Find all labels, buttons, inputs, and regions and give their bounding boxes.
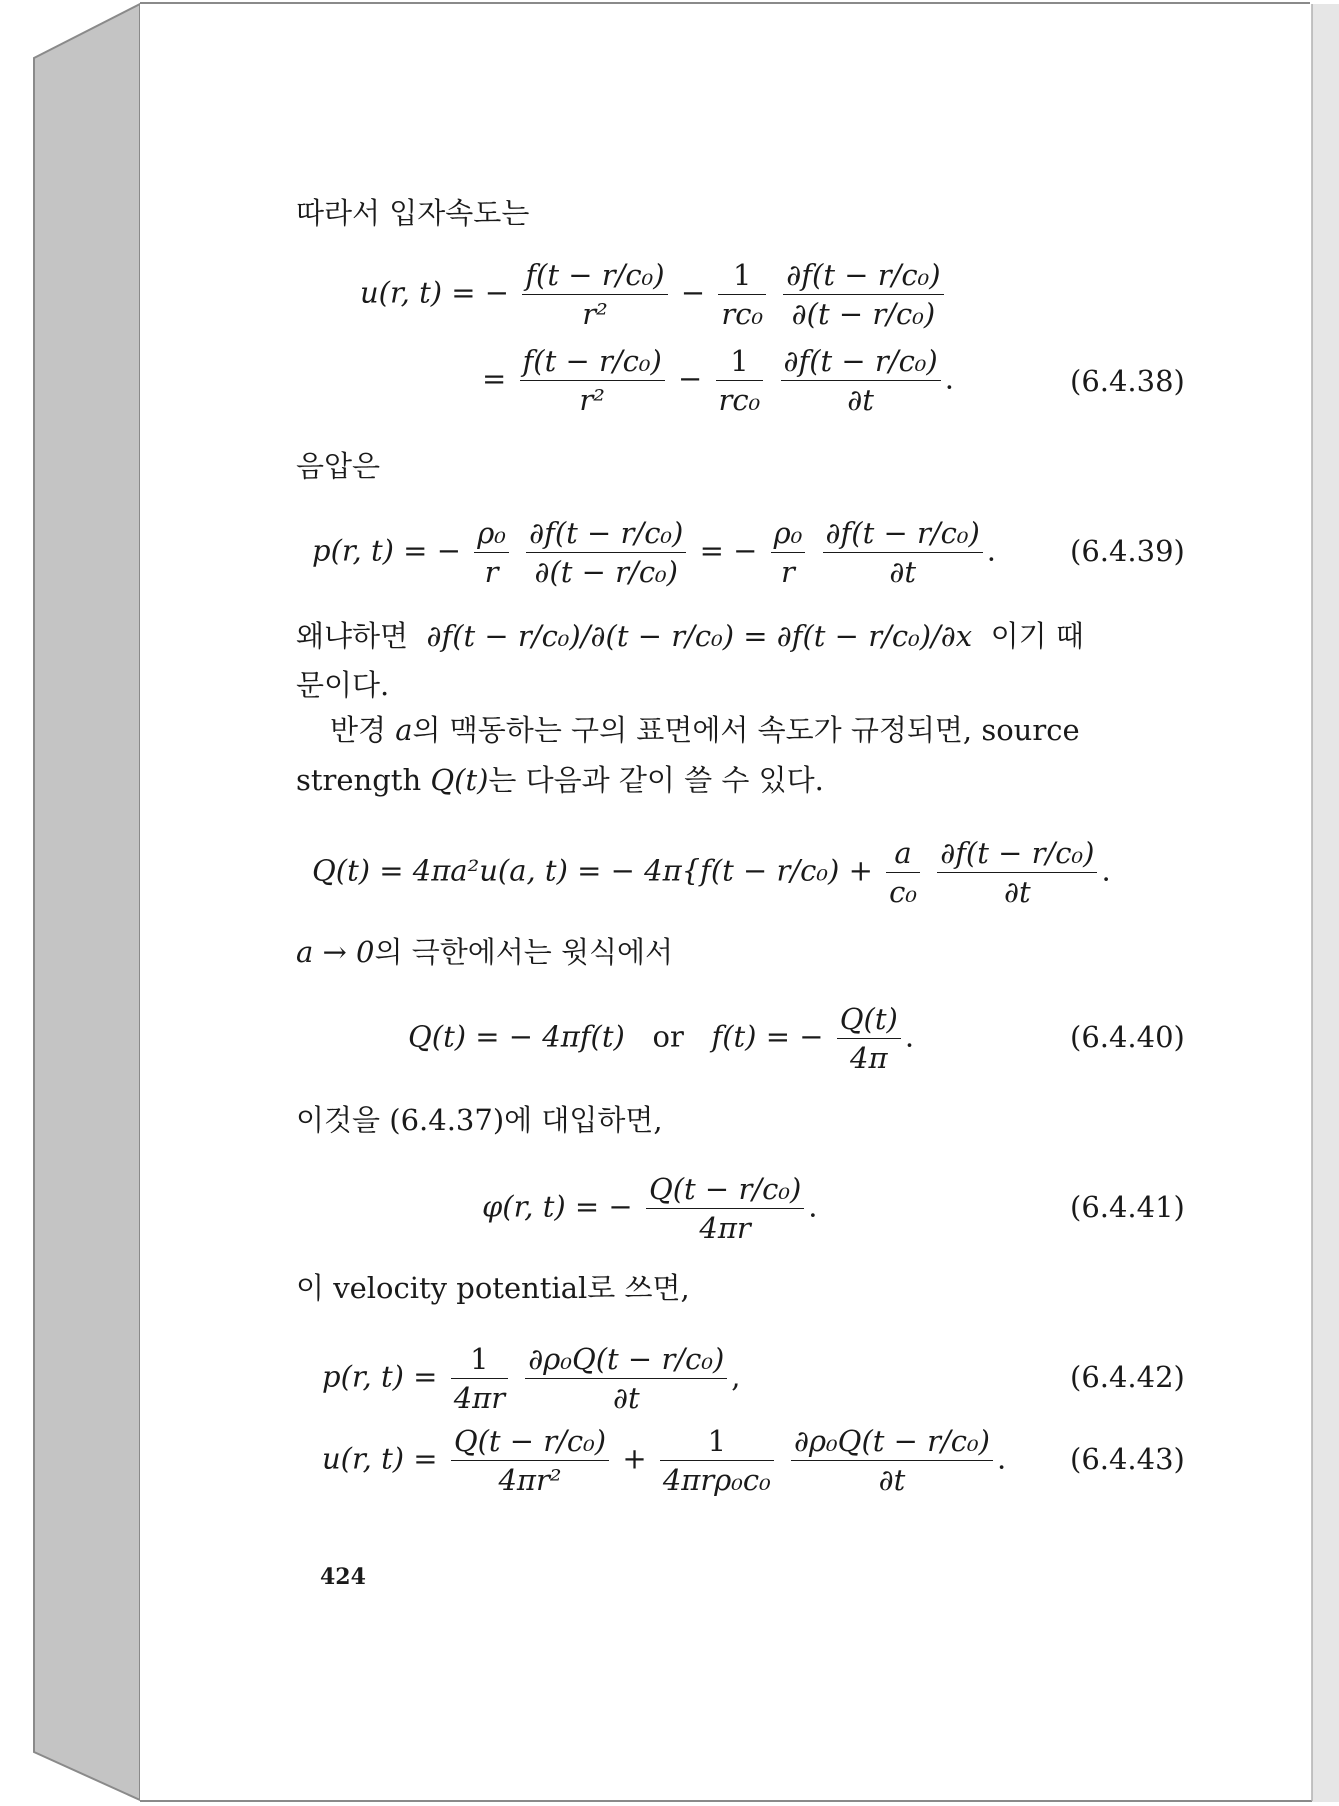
equation-6-4-41: φ(r, t) = − $\frac{\text{Q(t − r/c₀)}}{4\pi r}$ . bbox=[482, 1172, 818, 1245]
paragraph-sound-pressure-intro: 음압은 bbox=[296, 449, 381, 483]
paragraph-substitute: 이것을 (6.4.37)에 대입하면, bbox=[296, 1103, 663, 1137]
equation-number-6-4-43: (6.4.43) bbox=[1070, 1442, 1185, 1476]
paragraph-source-strength-line1: 반경 a의 맥동하는 구의 표면에서 속도가 규정되면, source bbox=[330, 713, 1080, 747]
page-number: 424 bbox=[320, 1564, 366, 1590]
equation-number-6-4-42: (6.4.42) bbox=[1070, 1360, 1185, 1394]
equation-6-4-43: u(r, t) = $\frac{\text{Q(t − r/c₀)}}{\text{4πr²}}$ + $\frac{1}{\text{4πrρ₀c₀}}$ $\frac{\text{∂ρ₀Q(t − r/c₀)}}{\partial t}$ . bbox=[322, 1424, 1007, 1497]
paragraph-velocity-potential: 이 velocity potential로 쓰면, bbox=[296, 1271, 690, 1305]
paragraph-source-strength-line2: strength Q(t)는 다음과 같이 쓸 수 있다. bbox=[296, 763, 824, 797]
book-spine-side bbox=[34, 4, 140, 1800]
equation-6-4-40: Q(t) = − 4πf(t) or f(t) = − $\frac{Q(t)}{4\pi}$ . bbox=[408, 1002, 915, 1075]
equation-6-4-42: p(r, t) = $\frac{1}{4\pi r}$ $\frac{\text{∂ρ₀Q(t − r/c₀)}}{\partial t}$ , bbox=[322, 1342, 741, 1415]
equation-6-4-39: p(r, t) = − $\frac{\text{ρ₀}}{r}$ $\frac{\text{∂f(t − r/c₀)}}{\text{∂(t − r/c₀)}}$ = − $\frac{\text{ρ₀}}{r}$ $\frac{\text{∂f(t − r/c₀)}}{\partial t}$ . bbox=[312, 516, 997, 589]
equation-6-4-38-line1: u(r, t) = − $\frac{\text{f(t − r/c₀)}}{\text{r²}}$ − $\frac{1}{\text{rc₀}}$ $\frac{\text{∂f(t − r/c₀)}}{\text{∂(t − r/c₀)}}$ bbox=[360, 258, 948, 331]
paragraph-limit-a-zero: a → 0의 극한에서는 윗식에서 bbox=[296, 935, 674, 969]
paragraph-particle-velocity-intro: 따라서 입자속도는 bbox=[296, 196, 530, 230]
paragraph-because-line2: 문이다. bbox=[296, 668, 390, 702]
page-right-shadow bbox=[1312, 4, 1339, 1802]
equation-number-6-4-41: (6.4.41) bbox=[1070, 1190, 1185, 1224]
paragraph-because-line1: 왜냐하면 ∂f(t − r/c₀)/∂(t − r/c₀) = ∂f(t − r/c₀)/∂x 이기 때 bbox=[296, 619, 1084, 653]
equation-number-6-4-40: (6.4.40) bbox=[1070, 1020, 1185, 1054]
equation-6-4-38-line2: = $\frac{\text{f(t − r/c₀)}}{\text{r²}}$ − $\frac{1}{\text{rc₀}}$ $\frac{\text{∂f(t − r/c₀)}}{\partial t}$ . bbox=[482, 344, 954, 417]
equation-number-6-4-39: (6.4.39) bbox=[1070, 534, 1185, 568]
equation-number-6-4-38: (6.4.38) bbox=[1070, 364, 1185, 398]
equation-source-strength: Q(t) = 4πa²u(a, t) = − 4π{f(t − r/c₀) + $\frac{a}{\text{c₀}}$ $\frac{\text{∂f(t − r/c₀)}}{\partial t}$ . bbox=[312, 836, 1111, 909]
